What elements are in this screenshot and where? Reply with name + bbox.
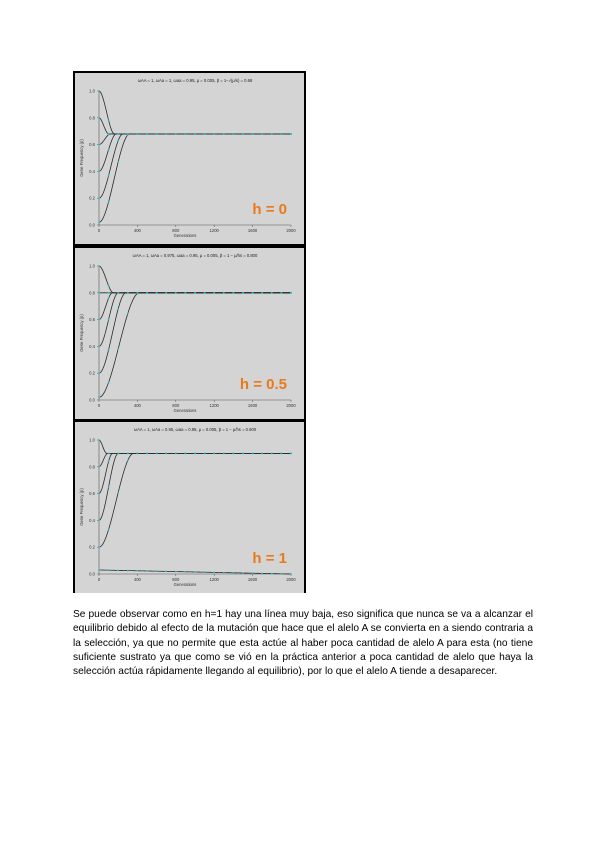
trajectory-marker	[98, 171, 100, 173]
trajectory-line	[99, 293, 291, 347]
trajectory-marker	[98, 292, 100, 294]
trajectory-marker	[175, 292, 177, 294]
low-trajectory-marker	[137, 570, 139, 572]
y-axis-label: Gene Frequency (p)	[79, 139, 84, 177]
trajectory-marker	[194, 133, 196, 135]
y-axis-label: Gene Frequency (p)	[79, 314, 84, 352]
x-tick-label: 1600	[247, 228, 258, 233]
trajectory-marker	[165, 133, 167, 135]
trajectory-marker	[175, 133, 177, 135]
trajectory-marker	[261, 292, 263, 294]
trajectory-line	[99, 91, 291, 134]
trajectory-marker	[146, 133, 148, 135]
y-tick-label: 0.2	[89, 370, 95, 376]
trajectory-marker	[271, 292, 273, 294]
low-trajectory-marker	[127, 570, 129, 572]
trajectory-marker	[108, 149, 110, 151]
trajectory-marker	[213, 133, 215, 135]
x-tick-label: 800	[172, 403, 180, 408]
panel-h05	[75, 248, 304, 419]
trajectory-marker	[108, 201, 110, 203]
trajectory-marker	[281, 453, 283, 455]
trajectory-marker	[98, 546, 100, 548]
trajectory-marker	[127, 313, 129, 315]
low-trajectory-marker	[156, 570, 158, 572]
panel-h0	[75, 73, 304, 244]
x-axis-label: Generations	[173, 582, 197, 587]
low-trajectory-marker	[271, 573, 273, 575]
trajectory-marker	[261, 133, 263, 135]
trajectory-line	[99, 266, 291, 293]
x-tick-label: 1200	[209, 403, 219, 408]
trajectory-marker	[117, 492, 119, 494]
h-value-label: h = 0.5	[239, 376, 287, 393]
trajectory-marker	[98, 90, 100, 92]
low-trajectory-marker	[98, 569, 100, 571]
low-trajectory-marker	[252, 572, 254, 574]
y-tick-label: 1.0	[89, 437, 95, 443]
x-tick-label: 2000	[286, 403, 296, 408]
trajectory-marker	[156, 453, 158, 455]
trajectory-marker	[213, 453, 215, 455]
trajectory-line	[99, 453, 291, 547]
trajectory-marker	[156, 133, 158, 135]
trajectory-marker	[117, 348, 119, 350]
x-tick-label: 800	[172, 577, 180, 582]
trajectory-marker	[233, 133, 235, 135]
x-tick-label: 2000	[286, 228, 296, 233]
trajectory-marker	[204, 133, 206, 135]
y-tick-label: 0.0	[89, 397, 95, 403]
trajectory-marker	[137, 292, 139, 294]
trajectory-marker	[242, 453, 244, 455]
trajectory-marker	[242, 133, 244, 135]
trajectory-marker	[127, 459, 129, 461]
trajectory-marker	[242, 292, 244, 294]
trajectory-marker	[117, 292, 119, 294]
trajectory-marker	[252, 133, 254, 135]
trajectory-marker	[98, 144, 100, 146]
trajectory-line	[99, 453, 291, 520]
trajectory-marker	[98, 319, 100, 321]
chart-params-title: ωAA = 1, ωAa = 0.95, ωaa = 0.95, μ = 0.005, p̂ = 1 − μ/hs = 0.900	[133, 427, 257, 432]
x-tick-label: 0	[97, 228, 101, 233]
trajectory-marker	[146, 292, 148, 294]
trajectory-marker	[165, 453, 167, 455]
trajectory-marker	[98, 396, 100, 398]
figure	[73, 71, 306, 593]
x-axis-label: Generations	[173, 233, 197, 238]
chart-params-title: ωAA = 1, ωAa = 1, ωaa = 0.95, μ = 0.005, p̂ = 1−√(μ/s) = 0.68	[137, 78, 253, 83]
trajectory-marker	[185, 133, 187, 135]
low-trajectory-marker	[261, 572, 263, 574]
trajectory-marker	[194, 292, 196, 294]
y-tick-label: 0.8	[89, 290, 95, 296]
trajectory-marker	[271, 453, 273, 455]
trajectory-marker	[108, 119, 110, 121]
trajectory-marker	[165, 292, 167, 294]
y-tick-label: 0.8	[89, 464, 95, 470]
trajectory-marker	[137, 133, 139, 135]
low-trajectory-marker	[223, 572, 225, 574]
trajectory-marker	[108, 453, 110, 455]
y-tick-label: 0.4	[89, 168, 95, 174]
trajectory-marker	[194, 453, 196, 455]
trajectory-marker	[233, 292, 235, 294]
trajectory-marker	[281, 292, 283, 294]
trajectory-marker	[281, 133, 283, 135]
h-value-label: h = 0	[252, 201, 287, 218]
low-trajectory-marker	[108, 569, 110, 571]
trajectory-marker	[98, 493, 100, 495]
y-tick-label: 0.6	[89, 491, 95, 497]
trajectory-line	[99, 134, 291, 172]
caption-paragraph: Se puede observar como en h=1 hay una línea muy baja, eso significa que nunca se va a alcanzar el equilibrio debido al efecto de la mutación que hace que el alelo A se convierta en a siendo contraria a la selección, ya que no permite que esta actúe al haber poca cantidad de alelo A para esta (no tiene suficiente sustrato ya que como se vió en la práctica anterior a poca cantidad de alelo que haya la selección actúa rápidamente llegando al equilibrio), por lo que el alelo A tiende a desaparecer.	[73, 609, 533, 678]
low-trajectory-marker	[213, 571, 215, 573]
trajectory-marker	[98, 117, 100, 119]
trajectory-marker	[223, 292, 225, 294]
trajectory-marker	[117, 308, 119, 310]
y-axis-label: Gene Frequency (p)	[79, 488, 84, 526]
trajectory-line	[99, 440, 291, 453]
trajectory-marker	[156, 292, 158, 294]
trajectory-marker	[261, 453, 263, 455]
y-tick-label: 1.0	[89, 263, 95, 269]
x-tick-label: 1600	[247, 577, 258, 582]
trajectory-marker	[185, 292, 187, 294]
y-tick-label: 1.0	[89, 88, 95, 94]
y-tick-label: 0.6	[89, 142, 95, 148]
trajectory-marker	[108, 529, 110, 531]
low-trajectory-marker	[146, 570, 148, 572]
trajectory-marker	[290, 453, 292, 455]
trajectory-marker	[98, 520, 100, 522]
x-tick-label: 400	[133, 403, 141, 408]
y-tick-label: 0.6	[89, 317, 95, 323]
trajectory-marker	[117, 161, 119, 163]
trajectory-marker	[98, 466, 100, 468]
low-trajectory-marker	[185, 571, 187, 573]
trajectory-marker	[290, 133, 292, 135]
y-tick-label: 0.0	[89, 571, 95, 577]
trajectory-marker	[108, 460, 110, 462]
trajectory-marker	[127, 292, 129, 294]
y-tick-label: 0.2	[89, 544, 95, 550]
trajectory-line	[99, 134, 291, 198]
trajectory-line	[99, 293, 291, 373]
trajectory-marker	[137, 453, 139, 455]
trajectory-marker	[233, 453, 235, 455]
x-tick-label: 0	[97, 403, 101, 408]
x-axis-label: Generations	[173, 408, 197, 413]
low-trajectory-marker	[290, 573, 292, 575]
y-tick-label: 0.4	[89, 343, 95, 349]
chart-h05	[75, 248, 304, 419]
trajectory-marker	[213, 292, 215, 294]
trajectory-marker	[252, 453, 254, 455]
trajectory-line	[99, 293, 291, 320]
y-tick-label: 0.0	[89, 222, 95, 228]
trajectory-marker	[252, 292, 254, 294]
trajectory-marker	[108, 285, 110, 287]
trajectory-marker	[108, 292, 110, 294]
trajectory-marker	[223, 453, 225, 455]
trajectory-marker	[175, 453, 177, 455]
trajectory-marker	[98, 197, 100, 199]
chart-params-title: ωAA = 1, ωAa = 0.975, ωaa = 0.95, μ = 0.005, p̂ = 1 − μ/hs = 0.800	[132, 253, 258, 258]
trajectory-marker	[98, 265, 100, 267]
trajectory-marker	[146, 453, 148, 455]
x-tick-label: 1600	[247, 403, 258, 408]
trajectory-marker	[98, 221, 100, 223]
x-tick-label: 0	[97, 577, 101, 582]
trajectory-marker	[108, 319, 110, 321]
trajectory-marker	[108, 133, 110, 135]
chart-h1	[75, 422, 304, 591]
trajectory-marker	[185, 453, 187, 455]
trajectory-marker	[108, 175, 110, 177]
x-tick-label: 2000	[286, 577, 296, 582]
panel-h1	[75, 422, 304, 593]
trajectory-marker	[204, 292, 206, 294]
trajectory-marker	[108, 349, 110, 351]
low-trajectory-marker	[204, 571, 206, 573]
x-tick-label: 1200	[209, 577, 219, 582]
trajectory-line	[99, 118, 291, 134]
trajectory-marker	[117, 453, 119, 455]
h-value-label: h = 1	[252, 550, 287, 567]
low-trajectory-marker	[194, 571, 196, 573]
trajectory-marker	[290, 292, 292, 294]
trajectory-marker	[98, 372, 100, 374]
x-tick-label: 400	[133, 228, 141, 233]
trajectory-marker	[108, 486, 110, 488]
trajectory-marker	[117, 133, 119, 135]
x-tick-label: 1200	[209, 228, 219, 233]
low-trajectory-marker	[117, 569, 119, 571]
y-tick-label: 0.8	[89, 115, 95, 121]
chart-h0	[75, 73, 304, 244]
trajectory-marker	[204, 453, 206, 455]
trajectory-marker	[117, 140, 119, 142]
low-trajectory-marker	[242, 572, 244, 574]
trajectory-marker	[108, 297, 110, 299]
low-trajectory-marker	[281, 573, 283, 575]
y-tick-label: 0.4	[89, 517, 95, 523]
trajectory-marker	[271, 133, 273, 135]
trajectory-marker	[98, 439, 100, 441]
low-trajectory-marker	[175, 571, 177, 573]
trajectory-marker	[223, 133, 225, 135]
trajectory-marker	[127, 133, 129, 135]
low-trajectory-marker	[233, 572, 235, 574]
y-tick-label: 0.2	[89, 195, 95, 201]
trajectory-marker	[108, 381, 110, 383]
low-trajectory-marker	[165, 570, 167, 572]
x-tick-label: 800	[172, 228, 180, 233]
trajectory-marker	[127, 453, 129, 455]
trajectory-marker	[98, 346, 100, 348]
x-tick-label: 400	[133, 577, 141, 582]
